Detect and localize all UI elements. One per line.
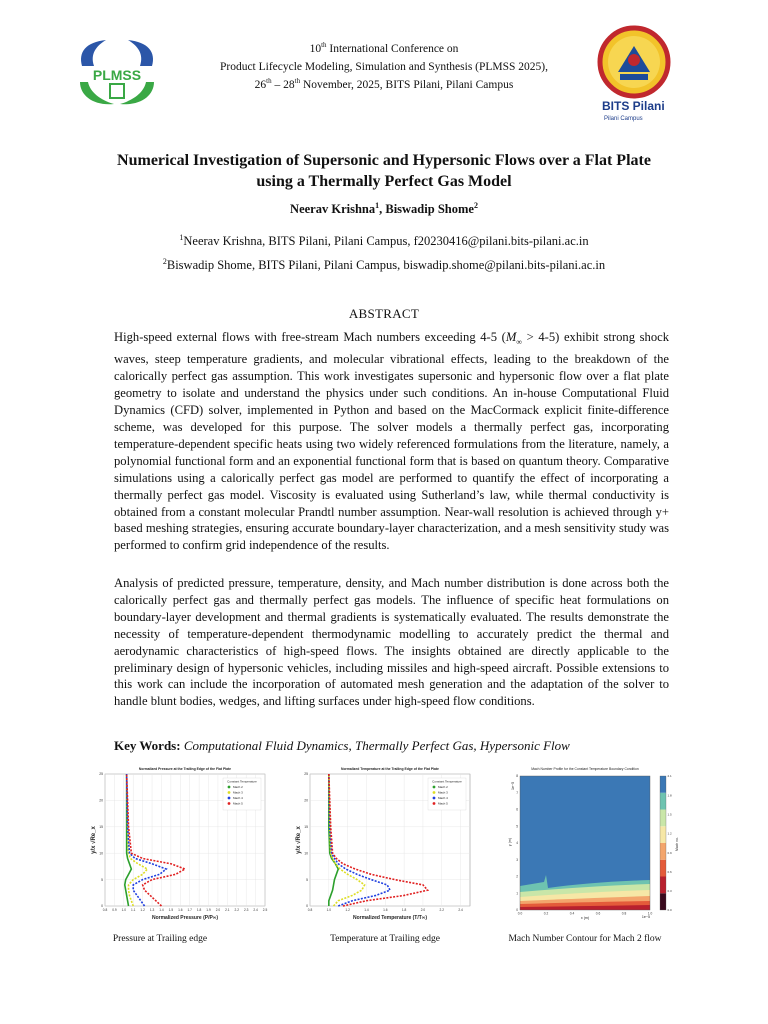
legend-marker [228, 802, 231, 805]
chart1-ylabel: y/x √Re_x [91, 826, 97, 854]
x-tick-label: 1.5 [168, 908, 174, 912]
y-tick-label: 2 [516, 874, 518, 879]
conference-line-3: 26th – 28th November, 2025, BITS Pilani, Pilani Campus [254, 77, 514, 91]
x-tick-label: 1.3 [149, 908, 155, 912]
bits-pilani-logo [596, 24, 672, 124]
chart1-xlabel: Normalized Pressure (P/P∞) [151, 915, 219, 921]
colorbar-segment [660, 776, 666, 793]
colorbar-segment [660, 793, 666, 810]
y-tick-label: 10 [304, 851, 308, 856]
x-tick-label: 2.2 [439, 908, 444, 912]
x-tick-label: 1.2 [140, 908, 145, 912]
x-tick-label: 2.4 [253, 908, 258, 912]
colorbar-segment [660, 860, 666, 877]
colorbar-segment [660, 826, 666, 843]
legend-label: Mach 3 [438, 790, 448, 795]
bits-logo-title: BITS Pilani [602, 99, 665, 113]
y-tick-label: 20 [304, 798, 308, 803]
y-tick-label: 0 [306, 904, 308, 909]
conference-header [180, 40, 588, 94]
x-tick-label: 1.8 [196, 908, 202, 912]
chart3-ylabel: y (m) [508, 837, 512, 847]
chart2-title: Normalized Temperature at the Trailing Edge of the Flat Plate [341, 767, 439, 771]
x-tick-label: 0.8 [102, 908, 108, 912]
legend-label: Mach 2 [438, 785, 448, 789]
keywords-line: Key Words: Computational Fluid Dynamics, Thermally Perfect Gas, Hypersonic Flow [114, 738, 570, 753]
y-tick-label: 10 [99, 851, 103, 856]
y-tick-label: 3 [516, 857, 518, 862]
legend-label: Mach 4 [233, 796, 243, 800]
y-tick-label: 0 [516, 908, 518, 913]
chart2-xlabel: Normalized Temperature (T/T∞) [352, 915, 428, 921]
y-tick-label: 6 [516, 807, 518, 812]
x-tick-label: 1.0 [121, 908, 127, 912]
chart1-title: Normalized Pressure at the Trailing Edge of the Flat Plate [138, 767, 232, 771]
y-tick-label: 1 [516, 891, 518, 896]
legend-marker [433, 802, 436, 805]
abstract-heading: ABSTRACT [348, 306, 420, 321]
legend-marker [433, 797, 436, 800]
colorbar-tick-label: 0.3 [667, 889, 672, 894]
y-tick-label: 7 [516, 790, 518, 795]
x-tick-label: 2.5 [262, 908, 268, 912]
abstract-paragraph-2: Analysis of predicted pressure, temperature, density, and Mach number distribution is done across both the calorically perfect gas and thermally perfect gas models. The influence of specific heat formulations on boundary-layer development and thermal gradients is systematically evaluated. The results demonstrate the necessity of temperature-dependent thermodynamic modelling to accurately predict the thermal and aerodynamic characteristics of high-speed flows. The insights obtained are directly applicable to the preliminary design of hypersonic vehicles, including missiles and high-speed aircraft. Possible extensions to this work can include the incorporation of automated mesh generation and the adaptation of the solver to handle blunt bodies, wedges, and lifting surfaces under high-speed flow conditions. [114, 576, 669, 709]
chart3-x-multiplier: 1e−5 [641, 915, 650, 919]
caption-mach: Mach Number Contour for Mach 2 flow [508, 934, 662, 944]
temperature-profile-chart [295, 762, 475, 922]
x-tick-label: 2.1 [225, 908, 230, 912]
legend-marker [228, 791, 231, 794]
legend-marker [228, 797, 231, 800]
y-tick-label: 8 [516, 774, 518, 779]
abstract-paragraph-1: High-speed external flows with free-stream Mach numbers exceeding 4-5 $(M_\infty > 4-5)$ exhibit strong shock waves, steep temperature gradients, and molecular vibrational effects, leading to the breakdown of the calorically perfect gas assumption. This work investigates supersonic and hypersonic flow over a flat plate geometry to isolate and understand the physics under such conditions. An in-house Computational Fluid Dynamics (CFD) solver, implemented in Python and based on the MacCormack explicit finite-difference scheme, was developed for this purpose. The solver models a thermally perfect gas, incorporating temperature-dependent specific heats using two widely referenced formulations from the literature, namely, a polynomial functional form and an exponential functional form that is based on quantum theory. Comparative simulations using a calorically perfect gas model are performed to quantify the effect of incorporating a thermally perfect gas model. Viscosity is evaluated using Sutherland’s law, while thermal conductivity is obtained from a constant molecular Prandtl number assumption. Near-wall resolution is achieved through y+ based meshing strategies, ensuring accurate boundary-layer characterization, and a mesh sensitivity study was performed to confirm grid independence of the results. [114, 330, 669, 553]
chart3-y-multiplier: 1e−5 [511, 781, 515, 790]
colorbar-segment [660, 893, 666, 910]
x-tick-label: 1.8 [401, 908, 407, 912]
legend-marker [433, 791, 436, 794]
colorbar-tick-label: 0.6 [667, 869, 672, 874]
legend-label: Mach 5 [438, 801, 448, 806]
colorbar-tick-label: 1.5 [667, 812, 672, 817]
y-tick-label: 20 [99, 798, 103, 803]
y-tick-label: 15 [304, 825, 308, 829]
legend-label: Mach 2 [233, 785, 243, 789]
x-tick-label: 1.6 [178, 908, 183, 912]
colorbar-segment [660, 843, 666, 860]
y-tick-label: 5 [516, 824, 518, 829]
y-tick-label: 5 [306, 877, 308, 882]
mach-contour-chart [500, 762, 680, 922]
colorbar-tick-label: 0.0 [667, 908, 672, 913]
affiliation-2: $^2$Biswadip Shome, BITS Pilani, Pilani Campus, biswadip.shome@pilani.bits-pilani.ac.in [162, 256, 606, 272]
y-tick-label: 25 [304, 772, 308, 777]
x-tick-label: 0.9 [112, 908, 117, 912]
x-tick-label: 1.4 [159, 908, 164, 912]
y-tick-label: 25 [99, 772, 103, 777]
colorbar-segment [660, 877, 666, 894]
y-tick-label: 0 [101, 904, 103, 909]
x-tick-label: 1.1 [131, 908, 136, 912]
y-tick-label: 5 [101, 877, 103, 882]
legend-title: Constant Temperature [432, 779, 462, 784]
x-tick-label: 1.4 [364, 908, 369, 912]
chart3-title: Mach Number Profile for the Constant Temperature Boundary Condition [531, 767, 639, 771]
x-tick-label: 0.8 [621, 911, 627, 916]
x-tick-label: 2.0 [420, 908, 426, 912]
x-tick-label: 1.7 [187, 908, 192, 912]
bits-logo-subtitle: Pilani Campus [604, 116, 643, 122]
plmss-logo-text: PLMSS [92, 67, 142, 83]
chart3-xlabel: x (m) [580, 916, 590, 920]
x-tick-label: 2.3 [243, 908, 249, 912]
author-line: Neerav Krishna$^1$, Biswadip Shome$^2$ [290, 200, 478, 216]
x-tick-label: 2.0 [215, 908, 221, 912]
x-tick-label: 1.0 [647, 911, 653, 916]
caption-pressure: Pressure at Trailing edge [112, 934, 208, 944]
legend-marker [433, 786, 436, 789]
x-tick-label: 0.2 [543, 911, 549, 916]
x-tick-label: 0.4 [569, 911, 575, 916]
paper-title: Numerical Investigation of Supersonic and Hypersonic Flows over a Flat Plate using a Thermally Perfect Gas Model [117, 152, 651, 190]
y-tick-label: 4 [516, 841, 518, 846]
x-tick-label: 0.0 [517, 911, 523, 916]
x-tick-label: 1.0 [326, 908, 332, 912]
x-tick-label: 1.6 [383, 908, 388, 912]
colorbar-tick-label: 1.2 [667, 831, 672, 836]
legend-marker [228, 786, 231, 789]
colorbar-tick-label: 2.1 [667, 774, 672, 779]
legend-label: Mach 3 [233, 790, 243, 795]
x-tick-label: 2.4 [458, 908, 463, 912]
legend-title: Constant Temperature [227, 779, 257, 784]
chart2-ylabel: y/x √Re_x [296, 826, 302, 854]
x-tick-label: 0.6 [595, 911, 601, 916]
legend-label: Mach 4 [438, 796, 448, 800]
colorbar-tick-label: 1.8 [667, 793, 672, 798]
conference-line-2: Product Lifecycle Modeling, Simulation and Synthesis (PLMSS 2025), [219, 61, 549, 73]
x-tick-label: 2.2 [234, 908, 239, 912]
y-tick-label: 15 [99, 825, 103, 829]
x-tick-label: 1.2 [345, 908, 350, 912]
conference-line-1: 10th International Conference on [309, 41, 459, 55]
caption-temperature: Temperature at Trailing edge [330, 934, 440, 944]
pressure-profile-chart [90, 762, 270, 922]
x-tick-label: 1.9 [206, 908, 211, 912]
chart3-colorbar-label: Mach no. [675, 837, 679, 851]
colorbar-segment [660, 810, 666, 827]
plmss-logo [72, 34, 162, 109]
x-tick-label: 0.8 [307, 908, 313, 912]
affiliation-1: $^1$Neerav Krishna, BITS Pilani, Pilani Campus, f20230416@pilani.bits-pilani.ac.in [179, 232, 589, 248]
legend-label: Mach 5 [233, 801, 243, 806]
colorbar-tick-label: 0.9 [667, 850, 672, 855]
